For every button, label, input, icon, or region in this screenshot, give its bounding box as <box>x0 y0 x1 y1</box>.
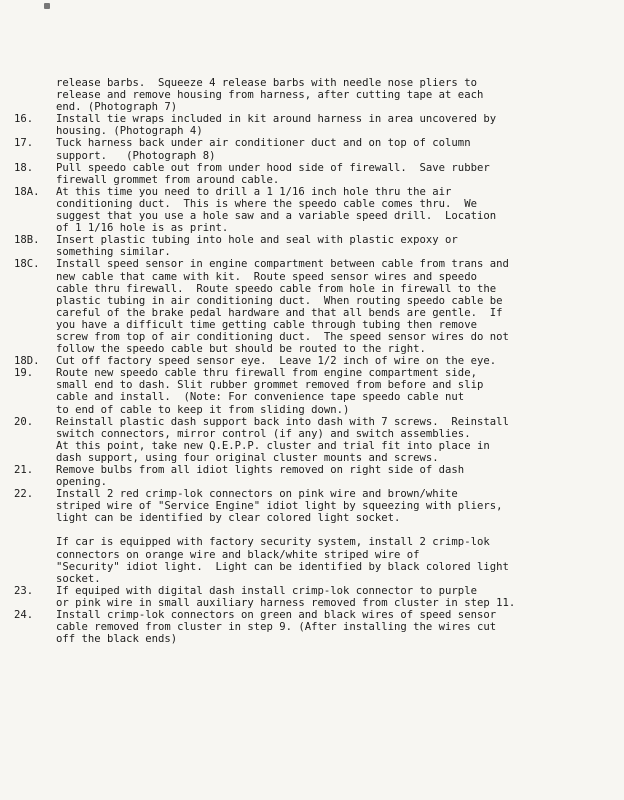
step-text <box>56 488 614 585</box>
text-line: At this time you need to drill a 1 1/16 inch hole thru the air <box>56 185 452 198</box>
text-line: you have a difficult time getting cable through tubing then remove <box>56 318 477 331</box>
text-line: connectors on orange wire and black/white striped wire of <box>56 548 420 561</box>
text-line: to end of cable to keep it from sliding down.) <box>56 403 350 416</box>
text-line: off the black ends) <box>56 633 178 646</box>
text-line: Remove bulbs from all idiot lights removed on right side of dash <box>56 464 465 476</box>
text-line: Install speed sensor in engine compartment between cable from trans and <box>56 258 509 271</box>
text-line: socket. <box>56 572 101 585</box>
step-text <box>56 355 614 367</box>
text-line: opening. <box>56 476 108 489</box>
instruction-step <box>14 113 614 137</box>
text-line: Install tie wraps included in kit around harness in area uncovered by <box>56 113 497 126</box>
step-number: 18C. <box>14 258 40 271</box>
text-line: housing. (Photograph 4) <box>56 125 203 138</box>
step-number: 18B. <box>14 234 40 247</box>
instruction-step <box>14 367 614 415</box>
text-line: cable removed from cluster in step 9. (After installing the wires cut <box>56 621 497 634</box>
instruction-step <box>14 137 614 161</box>
step-text <box>56 585 614 609</box>
text-line: cable and install. (Note: For convenience tape speedo cable nut <box>56 391 465 404</box>
instruction-step <box>14 464 614 488</box>
step-number: 18D. <box>14 355 40 368</box>
step-number: 20. <box>14 415 34 428</box>
instruction-step <box>14 77 614 113</box>
step-number: 21. <box>14 464 34 476</box>
step-number <box>14 77 56 113</box>
step-number: 24. <box>14 609 34 622</box>
step-number: 19. <box>14 367 34 380</box>
instruction-list <box>14 77 614 645</box>
step-text <box>56 258 614 355</box>
text-line: small end to dash. Slit rubber grommet removed from before and slip <box>56 379 484 392</box>
text-line: conditioning duct. This is where the speedo cable comes thru. We <box>56 197 477 210</box>
instruction-step <box>14 585 614 609</box>
instruction-step <box>14 416 614 464</box>
step-text <box>56 162 614 186</box>
text-line: something similar. <box>56 246 171 259</box>
text-line: Pull speedo cable out from under hood side of firewall. Save rubber <box>56 161 490 174</box>
text-line: careful of the brake pedal hardware and that all bends are gentle. If <box>56 306 503 319</box>
instruction-step <box>14 609 614 645</box>
instruction-step <box>14 258 614 355</box>
step-text <box>56 234 614 258</box>
text-line: Install crimp-lok connectors on green and black wires of speed sensor <box>56 609 497 622</box>
instruction-step <box>14 162 614 186</box>
step-text <box>56 416 614 464</box>
text-line: suggest that you use a hole saw and a variable speed drill. Location <box>56 210 497 223</box>
text-line: firewall grommet from around cable. <box>56 173 280 186</box>
text-line: or pink wire in small auxiliary harness removed from cluster in step 11. <box>56 596 516 609</box>
text-line: Insert plastic tubing into hole and seal with plastic expoxy or <box>56 234 458 247</box>
step-number: 23. <box>14 584 34 597</box>
text-line: At this point, take new Q.E.P.P. cluster and trial fit into place in <box>56 439 490 452</box>
text-line: switch connectors, mirror control (if any) and switch assemblies. <box>56 427 471 440</box>
text-line: release and remove housing from harness, after cutting tape at each <box>56 89 484 102</box>
text-line: follow the speedo cable but should be routed to the right. <box>56 343 426 356</box>
text-line: support. (Photograph 8) <box>56 149 216 162</box>
text-line: If equiped with digital dash install crimp-lok connector to purple <box>56 584 477 597</box>
step-number: 16. <box>14 113 34 126</box>
text-line: "Security" idiot light. Light can be identified by black colored light <box>56 560 509 573</box>
instruction-step <box>14 186 614 234</box>
text-line: plastic tubing in air conditioning duct. When routing speedo cable be <box>56 294 503 307</box>
step-text <box>56 464 614 488</box>
step-number: 18A. <box>14 185 40 198</box>
instruction-step <box>14 355 614 367</box>
blank-line <box>56 524 614 536</box>
text-line: of 1 1/16 hole is as print. <box>56 222 229 235</box>
step-text <box>56 137 614 161</box>
step-number: 17. <box>14 137 34 150</box>
step-text <box>56 186 614 234</box>
text-line: cable thru firewall. Route speedo cable from hole in firewall to the <box>56 282 497 295</box>
step-text <box>56 367 614 415</box>
text-line: Route new speedo cable thru firewall from engine compartment side, <box>56 367 477 380</box>
text-line: end. (Photograph 7) <box>56 101 178 114</box>
step-text <box>56 77 614 113</box>
text-line: If car is equipped with factory security system, install 2 crimp-lok <box>56 536 490 549</box>
instruction-step <box>14 234 614 258</box>
text-line: dash support, using four original cluster mounts and screws. <box>56 451 439 464</box>
step-text <box>56 113 614 137</box>
text-line: Install 2 red crimp-lok connectors on pink wire and brown/white <box>56 488 458 501</box>
corner-mark <box>44 3 50 9</box>
step-number: 22. <box>14 488 34 501</box>
text-line: screw from top of air conditioning duct. The speed sensor wires do not <box>56 330 509 343</box>
text-line: striped wire of "Service Engine" idiot light by squeezing with pliers, <box>56 500 503 513</box>
text-line: Cut off factory speed sensor eye. Leave 1/2 inch of wire on the eye. <box>56 355 497 368</box>
text-line: Reinstall plastic dash support back into dash with 7 screws. Reinstall <box>56 415 509 428</box>
step-number: 18. <box>14 161 34 174</box>
text-line: new cable that came with kit. Route speed sensor wires and speedo <box>56 270 477 283</box>
text-line: light can be identified by clear colored light socket. <box>56 512 401 525</box>
step-text <box>56 609 614 645</box>
text-line: release barbs. Squeeze 4 release barbs with needle nose pliers to <box>56 77 477 89</box>
instruction-step <box>14 488 614 585</box>
text-line: Tuck harness back under air conditioner duct and on top of column <box>56 137 471 150</box>
